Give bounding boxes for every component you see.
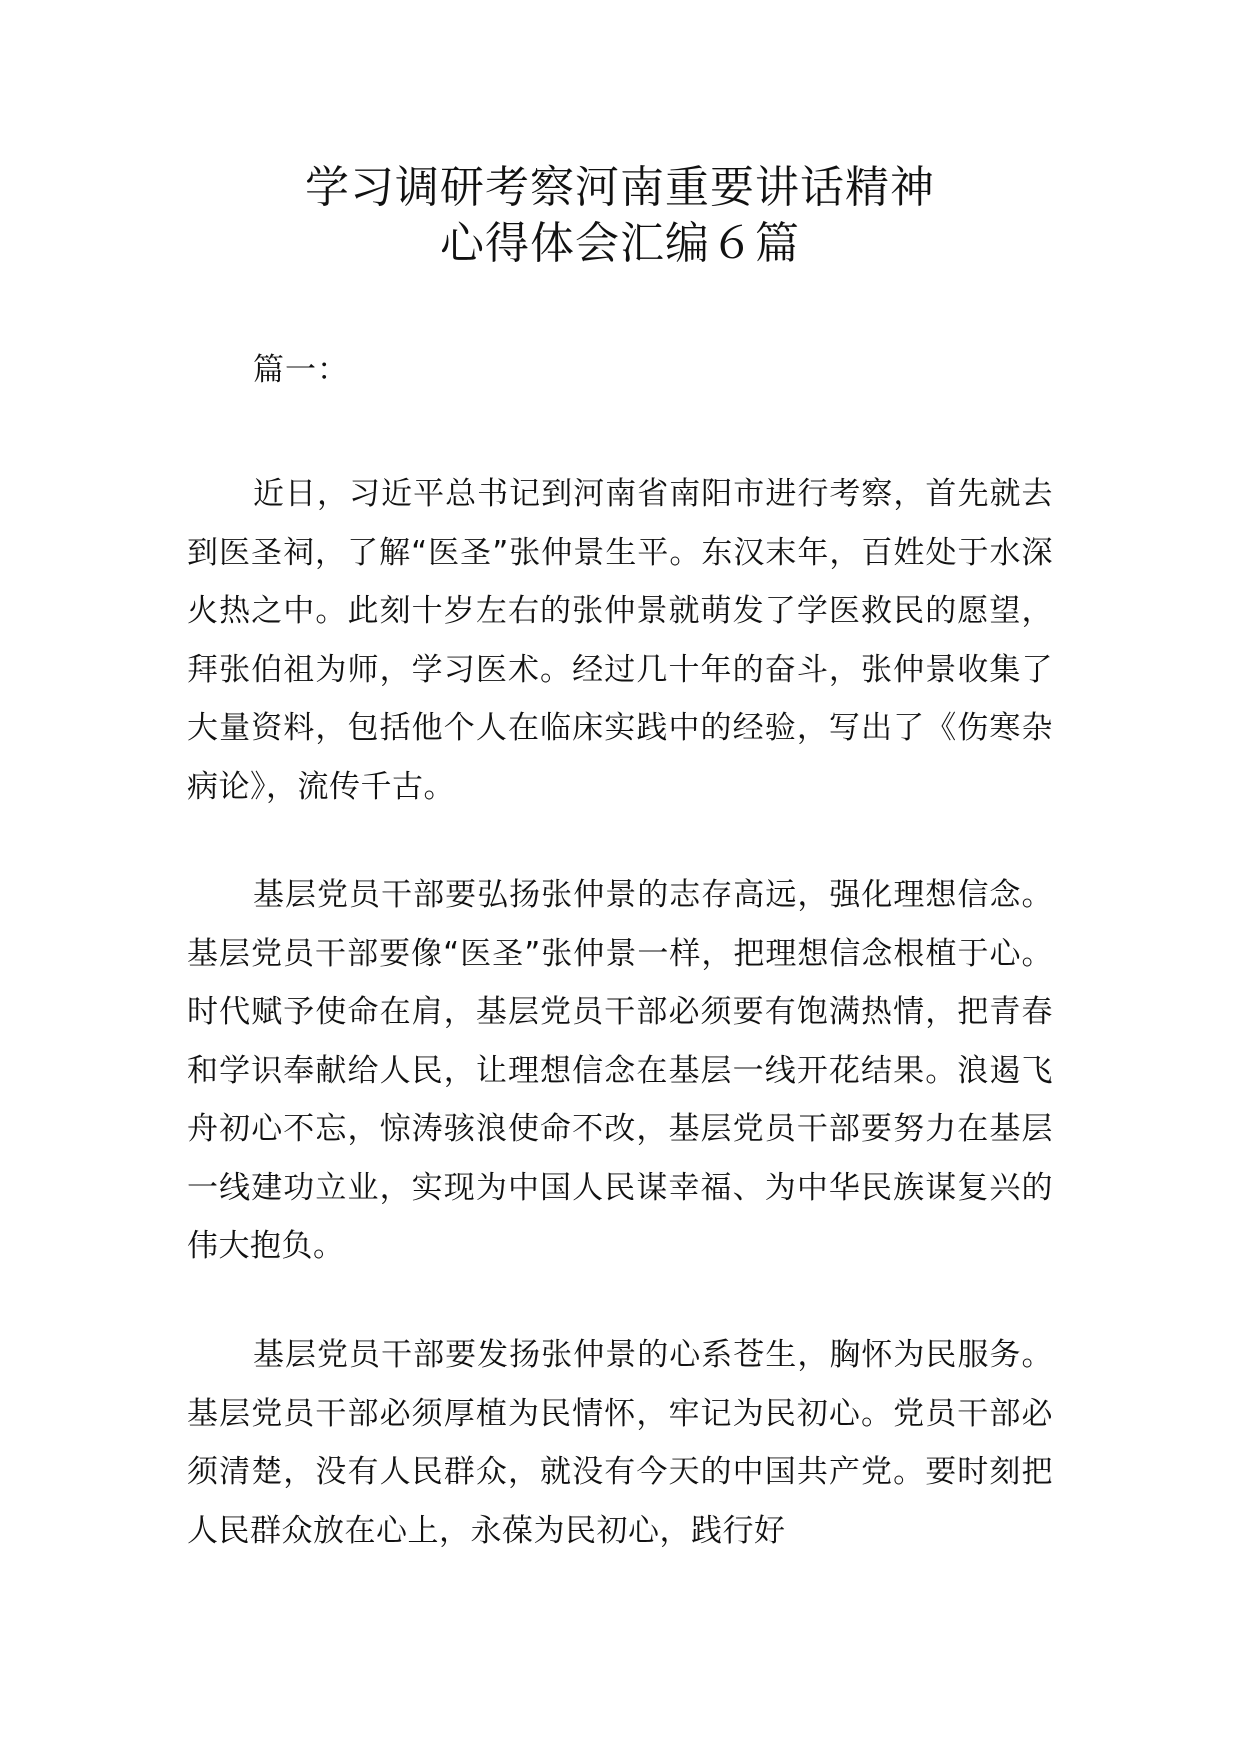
title-line-1: 学习调研考察河南重要讲话精神 <box>305 162 935 213</box>
section-heading: 篇一： <box>253 352 349 388</box>
paragraph: 基层党员干部要发扬张仲景的心系苍生，胸怀为民服务。基层党员干部必须厚植为民情怀，牢记为民初心。党员干部必须清楚，没有人民群众，就没有今天的中国共产党。要时刻把人民群众放在心上，永葆为民初心，践行好 <box>187 1337 1053 1549</box>
paragraph-1-block <box>187 465 1053 816</box>
document-title <box>0 160 1240 272</box>
title-line-2: 心得体会汇编６篇 <box>440 218 800 269</box>
paragraph-3-block <box>187 1326 1053 1560</box>
paragraph: 近日，习近平总书记到河南省南阳市进行考察，首先就去到医圣祠，了解“医圣”张仲景生平。东汉末年，百姓处于水深火热之中。此刻十岁左右的张仲景就萌发了学医救民的愿望，拜张伯祖为师，学习医术。经过几十年的奋斗，张仲景收集了大量资料，包括他个人在临床实践中的经验，写出了《伤寒杂病论》，流传千古。 <box>187 476 1053 805</box>
paragraph-2-block <box>187 866 1053 1276</box>
paragraph: 基层党员干部要弘扬张仲景的志存高远，强化理想信念。基层党员干部要像“医圣”张仲景一样，把理想信念根植于心。时代赋予使命在肩，基层党员干部必须要有饱满热情，把青春和学识奉献给人民，让理想信念在基层一线开花结果。浪遏飞舟初心不忘，惊涛骇浪使命不改，基层党员干部要努力在基层一线建功立业，实现为中国人民谋幸福、为中华民族谋复兴的伟大抱负。 <box>187 877 1053 1264</box>
